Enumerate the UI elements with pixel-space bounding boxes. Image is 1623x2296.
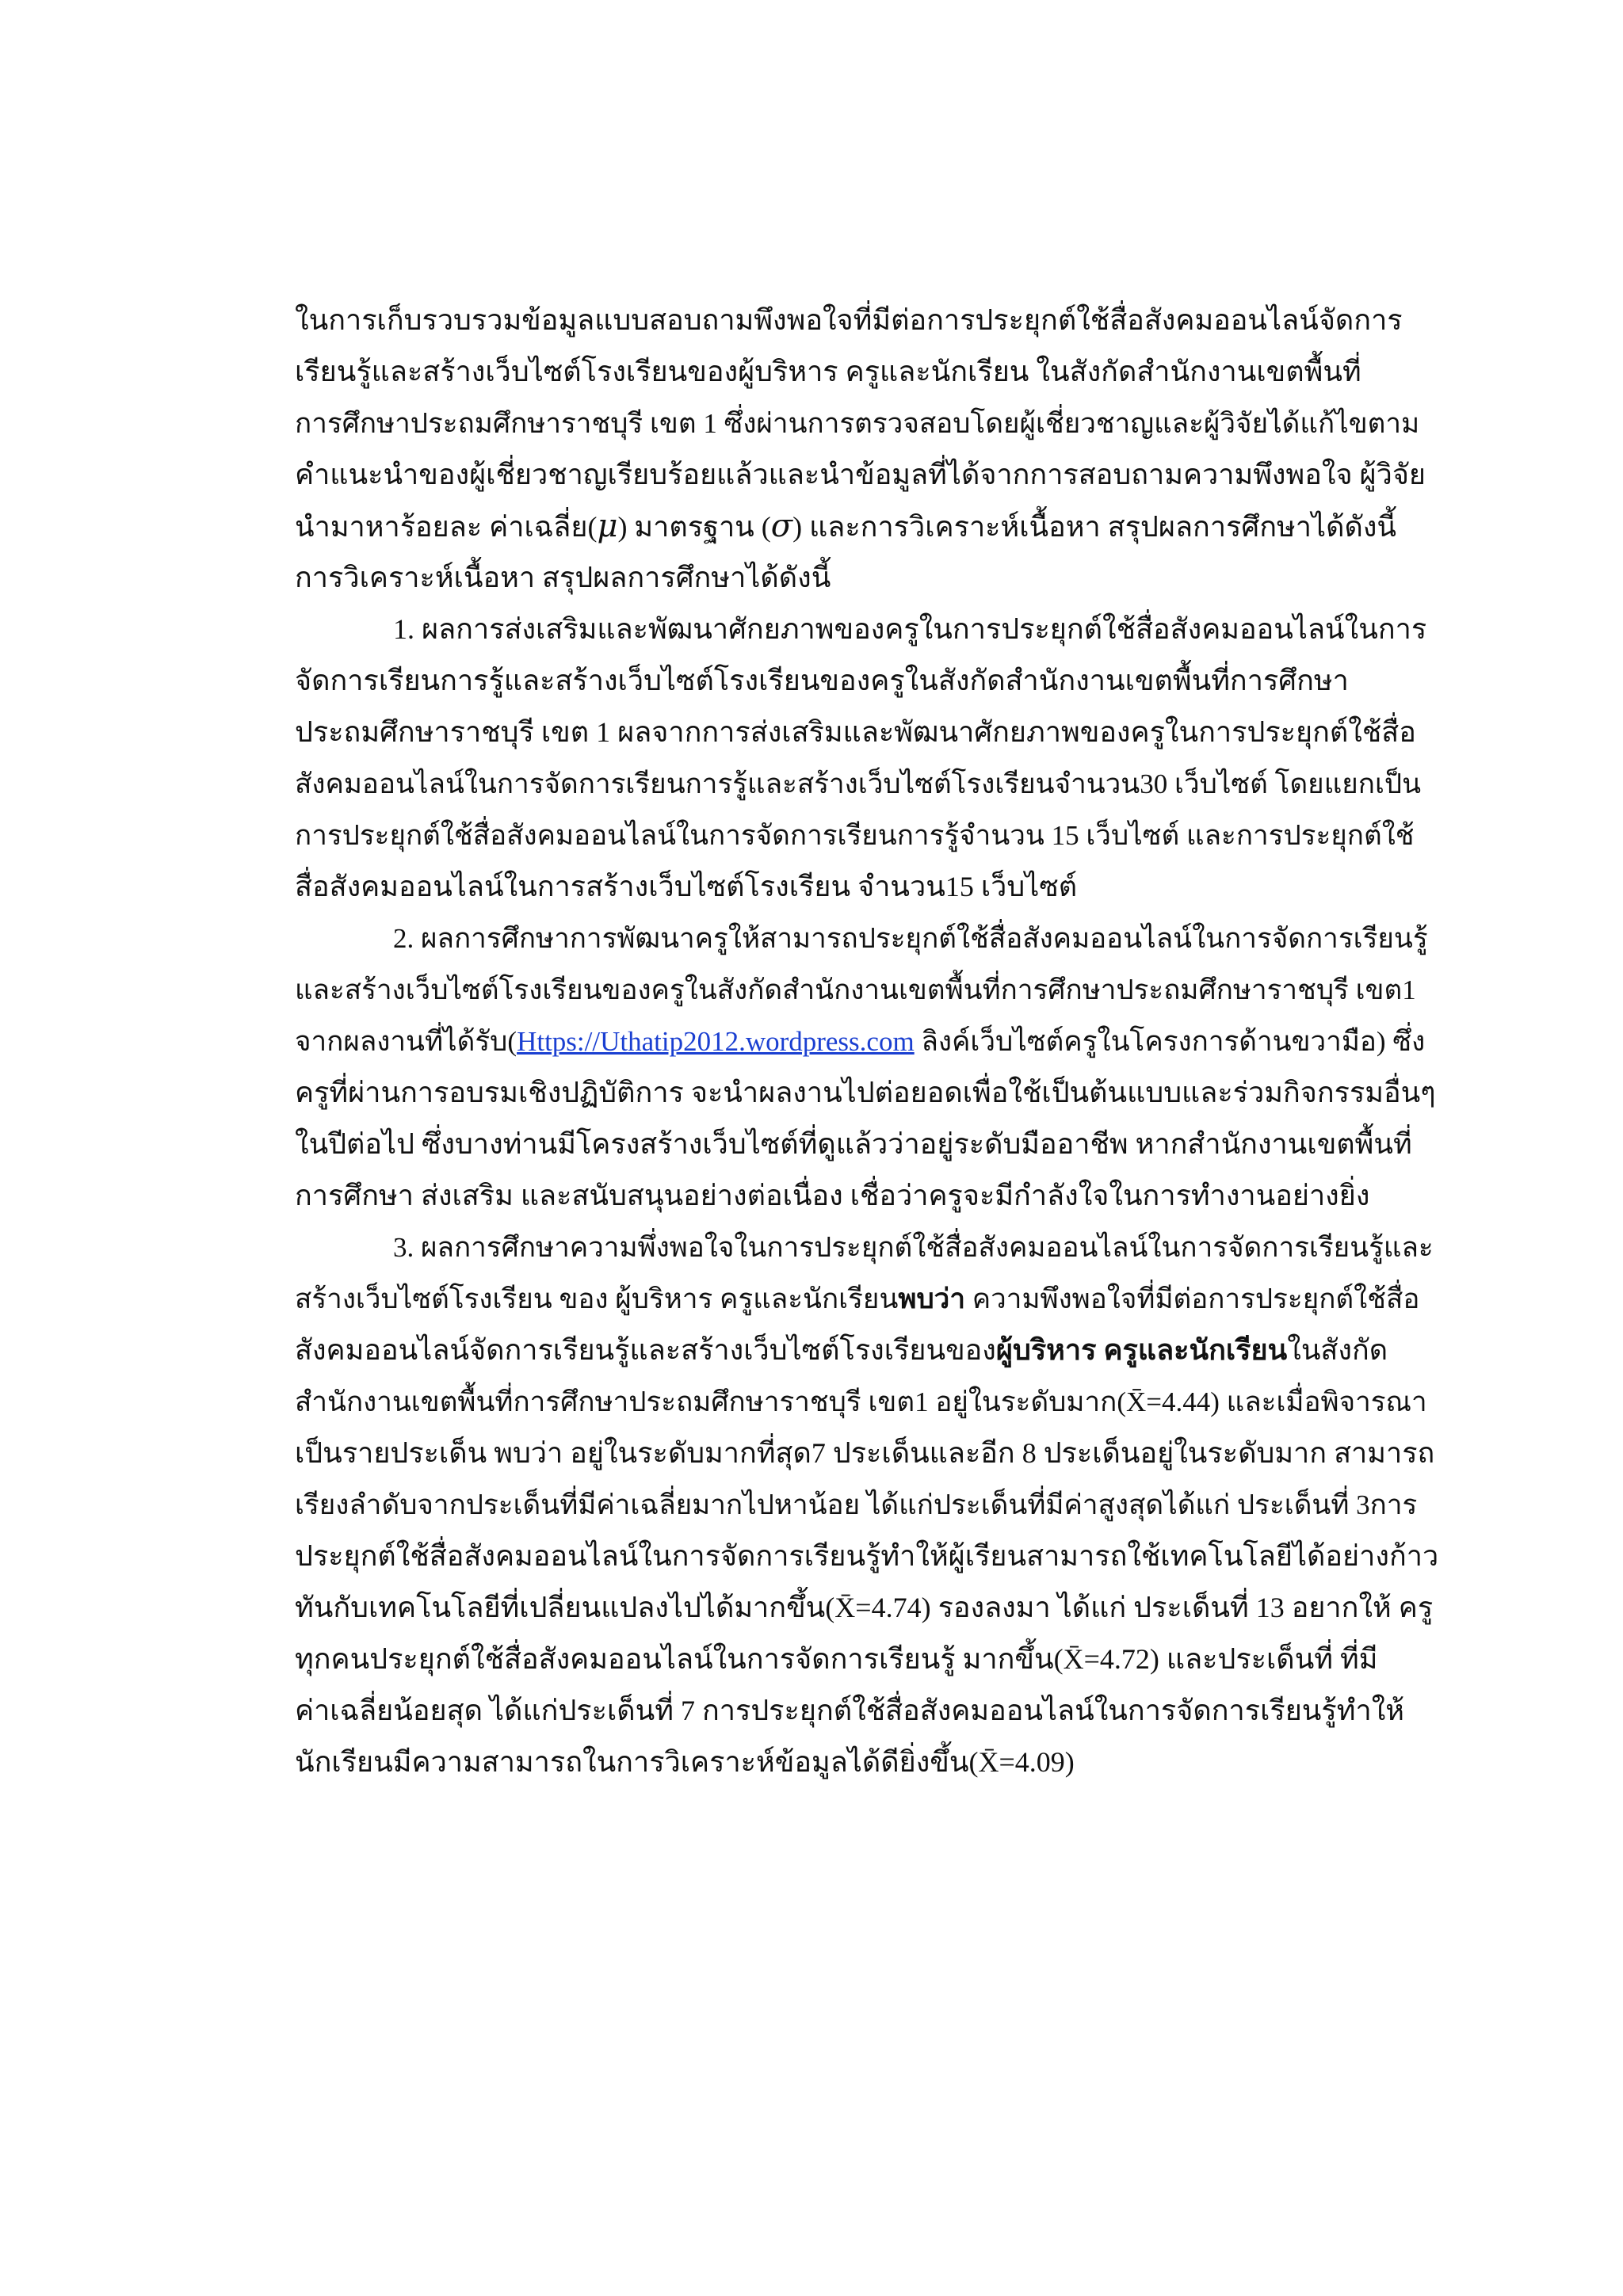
section3-line-7: ประยุกต์ใช้สื่อสังคมออนไลน์ในการจัดการเรียนรู้ทำให้ผู้เรียนสามารถใช้เทคโนโลยีได้อย่างก้าว bbox=[295, 1540, 1439, 1572]
section2-line-4: ครูที่ผ่านการอบรมเชิงปฏิบัติการ จะนำผลงานไปต่อยอดเพื่อใช้เป็นต้นแบบและร่วมกิจกรรมอื่นๆ bbox=[295, 1077, 1436, 1108]
section3-line-8: ทันกับเทคโนโลยีที่เปลี่ยนแปลงไปได้มากขึ้น(X̄=4.74) รองลงมา ได้แก่ ประเด็นที่ 13 อยากให้ ครู bbox=[295, 1592, 1434, 1623]
section1-line-5: การประยุกต์ใช้สื่อสังคมออนไลน์ในการจัดการเรียนการรู้จำนวน 15 เว็บไซต์ และการประยุกต์ใช้ bbox=[295, 820, 1415, 851]
section3-line-3-part-b: ในสังกัด bbox=[1287, 1334, 1388, 1366]
intro-line-3: การศึกษาประถมศึกษาราชบุรี เขต 1 ซึ่งผ่านการตรวจสอบโดยผู้เชี่ยวชาญและผู้วิจัยได้แก้ไขตาม bbox=[295, 408, 1420, 439]
section3-line-2-part-b: ความพึงพอใจที่มีต่อการประยุกต์ใช้สื่อ bbox=[964, 1283, 1420, 1314]
intro-line-5-part-b: ) มาตรฐาน ( bbox=[617, 511, 771, 543]
section3-line-2-part-a: สร้างเว็บไซต์โรงเรียน ของ ผู้บริหาร ครูและนักเรียน bbox=[295, 1283, 899, 1314]
section3-line-4: สำนักงานเขตพื้นที่การศึกษาประถมศึกษาราชบุรี เขต1 อยู่ในระดับมาก(X̄=4.44) และเมื่อพิจารณา bbox=[295, 1386, 1427, 1417]
section2-line-2: และสร้างเว็บไซต์โรงเรียนของครูในสังกัดสำนักงานเขตพื้นที่การศึกษาประถมศึกษาราชบุรี เขต1 bbox=[295, 974, 1416, 1005]
section2-link-before: จากผลงานที่ได้รับ( bbox=[295, 1026, 517, 1057]
intro-line-5-part-a: นำมาหาร้อยละ ค่าเฉลี่ย( bbox=[295, 511, 598, 543]
section2-line-6: การศึกษา ส่งเสริม และสนับสนุนอย่างต่อเนื่อง เชื่อว่าครูจะมีกำลังใจในการทำงานอย่างยิ่ง bbox=[295, 1180, 1370, 1211]
section3-line-2 bbox=[295, 1273, 1444, 1325]
intro-line-5 bbox=[295, 501, 1444, 552]
intro-line-5-part-c: ) และการวิเคราะห์เนื้อหา สรุปผลการศึกษาได้ดังนี้ bbox=[792, 511, 1397, 543]
section2-line-5: ในปีต่อไป ซึ่งบางท่านมีโครงสร้างเว็บไซต์ที่ดูแล้วว่าอยู่ระดับมืออาชีพ หากสำนักงานเขตพื้นที่ bbox=[295, 1128, 1412, 1160]
intro-line-6: การวิเคราะห์เนื้อหา สรุปผลการศึกษาได้ดังนี้ bbox=[295, 562, 831, 593]
section2-link-line bbox=[295, 1016, 1444, 1067]
section3-line-6: เรียงลำดับจากประเด็นที่มีค่าเฉลี่ยมากไปหาน้อย ได้แก่ประเด็นที่มีค่าสูงสุดได้แก่ ประเด็นที่ 3การ bbox=[295, 1489, 1418, 1520]
section1-line-1: 1. ผลการส่งเสริมและพัฒนาศักยภาพของครูในการประยุกต์ใช้สื่อสังคมออนไลน์ในการ bbox=[393, 613, 1427, 645]
website-link[interactable]: Https://Uthatip2012.wordpress.com bbox=[517, 1026, 915, 1057]
section3-line-3 bbox=[295, 1325, 1444, 1376]
section2-line-1: 2. ผลการศึกษาการพัฒนาครูให้สามารถประยุกต์ใช้สื่อสังคมออนไลน์ในการจัดการเรียนรู้ bbox=[393, 923, 1428, 954]
section3-line-11: นักเรียนมีความสามารถในการวิเคราะห์ข้อมูลได้ดียิ่งขึ้น(X̄=4.09) bbox=[295, 1746, 1075, 1778]
intro-line-1: ในการเก็บรวบรวมข้อมูลแบบสอบถามพึงพอใจที่มีต่อการประยุกต์ใช้สื่อสังคมออนไลน์จัดการ bbox=[295, 304, 1403, 336]
section3-line-1: 3. ผลการศึกษาความพึ่งพอใจในการประยุกต์ใช้สื่อสังคมออนไลน์ในการจัดการเรียนรู้และ bbox=[393, 1232, 1434, 1263]
intro-line-4: คำแนะนำของผู้เชี่ยวชาญเรียบร้อยแล้วและนำข้อมูลที่ได้จากการสอบถามความพึงพอใจ ผู้วิจัย bbox=[295, 459, 1426, 490]
section3-line-5: เป็นรายประเด็น พบว่า อยู่ในระดับมากที่สุด7 ประเด็นและอีก 8 ประเด็นอยู่ในระดับมาก สามารถ bbox=[295, 1437, 1435, 1469]
section3-line-9: ทุกคนประยุกต์ใช้สื่อสังคมออนไลน์ในการจัดการเรียนรู้ มากขึ้น(X̄=4.72) และประเด็นที่ ที่มี bbox=[295, 1643, 1378, 1675]
document-body bbox=[295, 295, 1444, 1788]
section1-line-2: จัดการเรียนการรู้และสร้างเว็บไซต์โรงเรียนของครูในสังกัดสำนักงานเขตพื้นที่การศึกษา bbox=[295, 665, 1349, 696]
section3-line-3-part-a: สังคมออนไลน์จัดการเรียนรู้และสร้างเว็บไซต์โรงเรียนของ bbox=[295, 1334, 996, 1366]
mu-symbol: μ bbox=[597, 508, 618, 544]
intro-line-2: เรียนรู้และสร้างเว็บไซต์โรงเรียนของผู้บริหาร ครูและนักเรียน ในสังกัดสำนักงานเขตพื้นที่ bbox=[295, 356, 1361, 387]
section3-found-bold: พบว่า bbox=[898, 1283, 965, 1314]
section1-line-4: สังคมออนไลน์ในการจัดการเรียนการรู้และสร้างเว็บไซต์โรงเรียนจำนวน30 เว็บไซต์ โดยแยกเป็น bbox=[295, 769, 1422, 799]
section2-link-after: ลิงค์เว็บไซต์ครูในโครงการด้านขวามือ) ซึ่ง bbox=[914, 1026, 1426, 1057]
section3-group-bold: ผู้บริหาร ครูและนักเรียน bbox=[995, 1334, 1288, 1366]
section3-line-10: ค่าเฉลี่ยน้อยสุด ได้แก่ประเด็นที่ 7 การประยุกต์ใช้สื่อสังคมออนไลน์ในการจัดการเรียนรู้ทำให้ bbox=[295, 1695, 1405, 1726]
sigma-symbol: σ bbox=[770, 508, 793, 544]
section1-line-3: ประถมศึกษาราชบุรี เขต 1 ผลจากการส่งเสริมและพัฒนาศักยภาพของครูในการประยุกต์ใช้สื่อ bbox=[295, 716, 1416, 748]
section1-line-6: สื่อสังคมออนไลน์ในการสร้างเว็บไซต์โรงเรียน จำนวน15 เว็บไซต์ bbox=[295, 871, 1078, 902]
